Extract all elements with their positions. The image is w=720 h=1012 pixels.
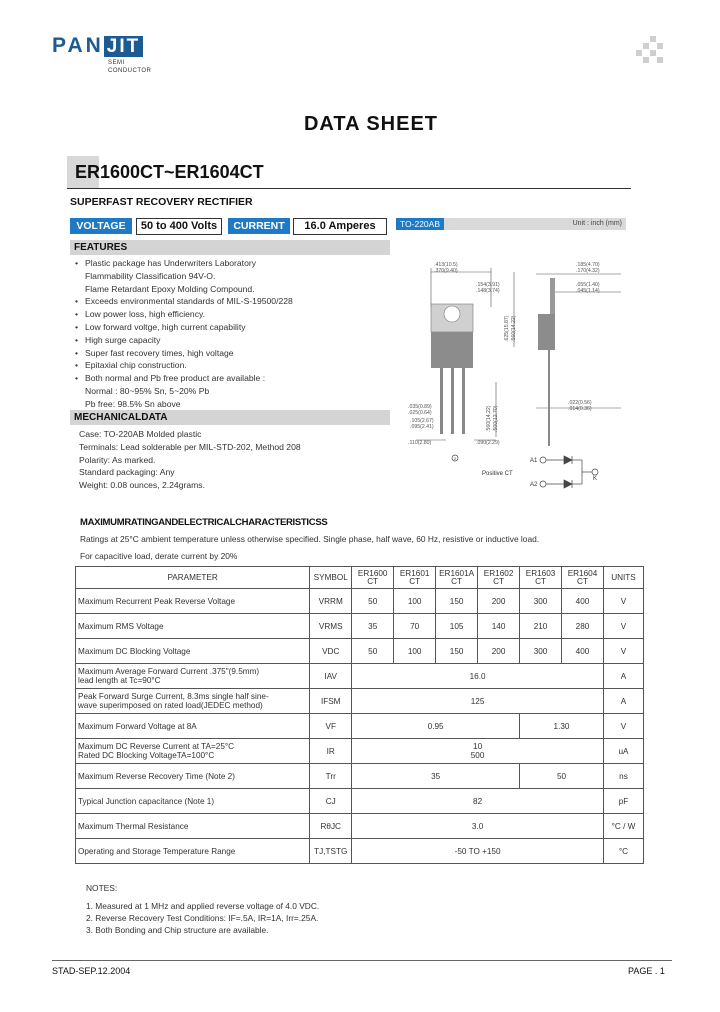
feature-item: • High surge capacity [75,334,395,347]
table-row [76,639,644,664]
value-cell: 50 [520,764,604,789]
dim-f2: .025(0.64) [408,410,432,416]
value-cell: 35 [352,764,520,789]
symbol-cell: VDC [310,639,352,664]
param-cell: Maximum RMS Voltage [76,614,310,639]
logo-sub-line-2: CONDUCTOR [108,68,152,74]
value-cell: 10 500 [352,739,604,764]
dim-g2: .090(2.29) [476,440,500,446]
value-cell: 210 [520,614,562,639]
dim-d2: .148(3.74) [476,288,500,294]
param-cell: Maximum DC Reverse Current at TA=25°C Rated DC Blocking VoltageTA=100°C [76,739,310,764]
part-number-rule [67,188,631,189]
product-subtitle: SUPERFAST RECOVERY RECTIFIER [70,196,253,208]
value-cell: 82 [352,789,604,814]
unit-cell: V [603,589,643,614]
pb-free: Pb free: 98.5% Sn above [85,398,181,409]
feature-item: • Both normal and Pb free product are available : [75,372,395,385]
param-cell: Maximum Forward Voltage at 8A [76,714,310,739]
table-row [76,614,644,639]
decorative-dots [636,36,668,68]
feature-item: • Low power loss, high efficiency. [75,308,395,321]
feature-item-cont: Flame Retardant Epoxy Molding Compound. [85,283,255,294]
value-cell: 280 [562,614,604,639]
symbol-cell: IAV [310,664,352,689]
dim-c1: .055(1.40) [576,282,600,288]
features-heading: FEATURES [70,240,390,255]
dim-j2: .095(2.41) [410,424,434,430]
symbol-cell: VRRM [310,589,352,614]
notes-block [86,882,319,936]
unit-cell: ns [603,764,643,789]
side-tab [550,278,555,314]
ratings-note-1: Ratings at 25°C ambient temperature unless otherwise specified. Single phase, half wave, 60 Hz, resistive or inductive load. [80,534,540,544]
symbol-cell: VRMS [310,614,352,639]
mechanical-lines [79,428,389,492]
param-cell: Maximum Reverse Recovery Time (Note 2) [76,764,310,789]
feature-item: • Super fast recovery times, high voltage [75,347,395,360]
dim-a2: .370(9.40) [434,268,458,274]
pin-a2: A2 [530,482,538,488]
package-unit: Unit : inch (mm) [572,220,622,227]
symbol-cell: Trr [310,764,352,789]
mechanical-line: Terminals: Lead solderable per MIL-STD-202, Method 208 [79,441,301,452]
dim-h1: .560(14.22) [486,405,492,432]
dim-e1: .625(15.87) [504,315,510,342]
value-cell: 100 [394,589,436,614]
value-cell: 50 [352,589,394,614]
unit-cell: A [603,664,643,689]
ratings-table [75,566,644,864]
svg-text:2: 2 [453,456,457,461]
page-title: DATA SHEET [303,113,439,135]
part-number: ER1600CT~ER1604CT [75,162,264,182]
logo-pan-text: PAN [52,34,104,57]
voltage-value: 50 to 400 Volts [136,218,222,235]
table-row [76,764,644,789]
symbol-cell: CJ [310,789,352,814]
note-line: 2. Reverse Recovery Test Conditions: IF=.5A, IR=1A, Irr=.25A. [86,913,319,923]
unit-cell: °C / W [603,814,643,839]
value-cell: 100 [394,639,436,664]
pin-positive: Positive CT [482,471,513,477]
table-row [76,789,644,814]
mechanical-line: Weight: 0.08 ounces, 2.24grams. [79,480,205,491]
mechanical-line: Polarity: As marked. [79,454,156,465]
col-header-device: ER1601 CT [394,567,436,589]
dim-i2: .014(0.36) [568,406,592,412]
symbol-cell: TJ,TSTG [310,839,352,864]
dim-j1: .105(2.67) [410,418,434,424]
feature-item: • Low forward voltge, high current capability [75,321,395,334]
dim-f1: .035(0.89) [408,404,432,410]
logo-sub-line-1: SEMI [108,60,125,66]
note-line: 1. Measured at 1 MHz and applied reverse voltage of 4.0 VDC. [86,901,320,911]
table-row [76,714,644,739]
features-list [75,257,395,411]
dim-d1: .154(3.91) [476,282,500,288]
pin-k: K [593,476,598,482]
value-cell: 3.0 [352,814,604,839]
col-header-parameter: PARAMETER [76,567,310,589]
ratings-note-2: For capacitive load, derate current by 20% [80,551,238,561]
col-header-device: ER1601A CT [436,567,478,589]
col-header-device: ER1603 CT [520,567,562,589]
value-cell: 300 [520,589,562,614]
symbol-cell: RθJC [310,814,352,839]
value-cell: 300 [520,639,562,664]
pin-a1: A1 [530,458,538,464]
unit-cell: V [603,614,643,639]
table-row [76,589,644,614]
value-cell: -50 TO +150 [352,839,604,864]
symbol-cell: IFSM [310,689,352,714]
side-lead [548,350,550,446]
footer-rule [52,960,672,961]
company-logo [52,34,151,75]
param-cell: Maximum Recurrent Peak Reverse Voltage [76,589,310,614]
value-cell: 400 [562,639,604,664]
symbol-cell: IR [310,739,352,764]
symbol-cell: VF [310,714,352,739]
table-row [76,814,644,839]
unit-cell: °C [603,839,643,864]
value-cell: 150 [436,589,478,614]
mounting-hole [444,306,460,322]
table-row [76,739,644,764]
value-cell: 35 [352,614,394,639]
value-cell: 1.30 [520,714,604,739]
value-cell: 200 [478,639,520,664]
unit-cell: uA [603,739,643,764]
dim-i1: .022(0.56) [568,400,592,406]
table-header-row [76,567,644,589]
col-header-symbol: SYMBOL [310,567,352,589]
mechanical-line: Case: TO-220AB Molded plastic [79,429,202,439]
col-header-device: ER1602 CT [478,567,520,589]
table-row [76,664,644,689]
col-header-device: ER1604 CT [562,567,604,589]
footer-date: STAD-SEP.12.2004 [52,966,131,976]
package-drawing [396,232,628,494]
param-cell: Peak Forward Surge Current, 8.3ms single half sine- wave superimposed on rated load(JEDEC method) [76,689,310,714]
lead-2 [451,368,454,434]
package-header [396,218,626,230]
ratings-heading: MAXIMUMRATINGANDELECTRICALCHARACTERISTICSS [80,517,328,528]
lead-1 [440,368,443,434]
lead-3 [462,368,465,434]
value-cell: 400 [562,589,604,614]
feature-item-cont: Flammability Classification 94V-O. [85,270,216,281]
package-name: TO-220AB [396,218,444,230]
current-label: CURRENT [228,218,290,234]
dim-g1: .110(2.80) [408,440,432,446]
dim-b1: .185(4.70) [576,262,600,268]
value-cell: 0.95 [352,714,520,739]
table-row [76,689,644,714]
param-cell: Operating and Storage Temperature Range [76,839,310,864]
unit-cell: V [603,639,643,664]
dim-b2: .170(4.32) [576,268,600,274]
logo-jit-text: JIT [104,36,143,57]
pb-normal: Normal : 80~95% Sn, 5~20% Pb [85,385,210,396]
param-cell: Typical Junction capacitance (Note 1) [76,789,310,814]
feature-item: • Plastic package has Underwriters Laboratory [75,257,395,270]
unit-cell: A [603,689,643,714]
mechanical-line: Standard packaging: Any [79,467,175,478]
param-cell: Maximum DC Blocking Voltage [76,639,310,664]
unit-cell: V [603,714,643,739]
value-cell: 50 [352,639,394,664]
feature-item: • Epitaxial chip construction. [75,359,395,372]
notes-heading: NOTES: [86,883,118,893]
dim-a1: .413(10.5) [434,262,458,268]
value-cell: 150 [436,639,478,664]
col-header-units: UNITS [603,567,643,589]
table-row [76,839,644,864]
unit-cell: pF [603,789,643,814]
col-header-device: ER1600 CT [352,567,394,589]
footer-page: PAGE . 1 [628,966,665,976]
current-value: 16.0 Amperes [293,218,387,235]
value-cell: 70 [394,614,436,639]
value-cell: 105 [436,614,478,639]
param-cell: Maximum Average Forward Current .375"(9.5mm) lead length at Tc=90°C [76,664,310,689]
value-cell: 140 [478,614,520,639]
note-line: 3. Both Bonding and Chip structure are available. [86,925,269,935]
feature-item: • Exceeds environmental standards of MIL-S-19500/228 [75,295,395,308]
value-cell: 125 [352,689,604,714]
dim-c2: .045(1.14) [576,288,600,294]
param-cell: Maximum Thermal Resistance [76,814,310,839]
side-body [538,314,555,350]
dim-e2: .560(14.22) [511,315,517,342]
package-body [431,332,473,368]
value-cell: 200 [478,589,520,614]
mechanical-heading: MECHANICALDATA [70,410,390,425]
dim-h2: .500(12.70) [493,405,499,432]
value-cell: 16.0 [352,664,604,689]
voltage-label: VOLTAGE [70,218,132,234]
